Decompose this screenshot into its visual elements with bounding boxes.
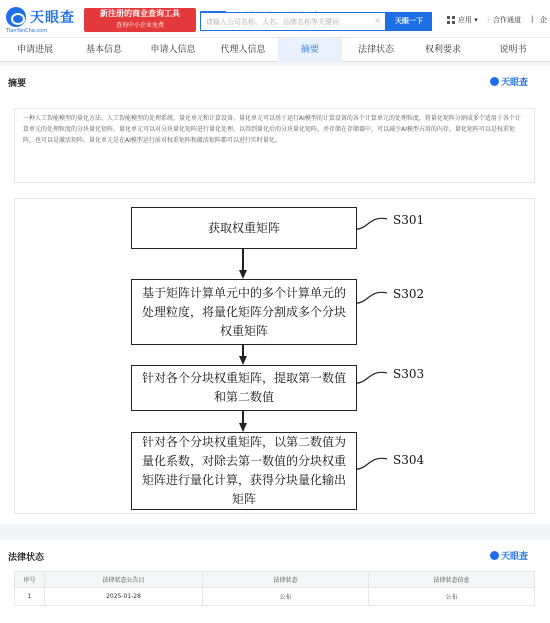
cooperation-link[interactable]: 合作通道: [493, 16, 521, 24]
flow-step-s302: 基于矩阵计算单元中的多个计算单元的处理粒度，将量化矩阵分割成多个分块权重矩阵: [131, 279, 357, 345]
search-placeholder: 请输入公司名称、人名、品牌名称等关键词: [206, 18, 339, 26]
logo-subtitle: TianYanCha.com: [6, 28, 48, 34]
logo-eye-icon: [6, 7, 26, 27]
flow-label-s303: S303: [393, 367, 425, 381]
col-header-info: 法律状态信息: [369, 572, 535, 588]
tab-claims[interactable]: 权利要求: [424, 45, 461, 55]
cell-no: 1: [15, 588, 45, 606]
section-tabs: [0, 38, 550, 62]
top-header: [0, 0, 550, 38]
flow-step-s301: 获取权重矩阵: [131, 207, 357, 249]
flow-label-s304: S304: [393, 453, 425, 467]
promo-line-1: 新注册的商业查询工具: [100, 9, 180, 18]
nav-divider: |: [487, 15, 490, 23]
tab-basic-info[interactable]: 基本信息: [85, 45, 122, 55]
nav-divider-2: |: [531, 15, 534, 23]
apps-grid-icon[interactable]: [447, 16, 455, 24]
col-header-date: 法律状态公告日: [45, 572, 203, 588]
abstract-text: 一种人工智能模型的量化方法、人工智能模型的处理系统、量化单元和计算设备。量化单元可以基于运行AI模型的计算设备的各个计算单元的处理粒度，将量化矩阵分割成多个适用于各个计算单元的处理粒度的分块量化矩阵。量化单元可以对分块量化矩阵进行量化处理，以得到量化后的分块量化矩阵，并存储在存储器中，可以减少AI模型占用的内存。量化矩阵可以是权重矩阵，也可以是激活矩阵。量化单元是在AI模型运行前对权重矩阵和激活矩阵都可以进行实时量化。: [14, 108, 535, 183]
cell-info: 公布: [369, 588, 535, 606]
table-header-row: [15, 572, 535, 588]
abstract-figure: [14, 198, 535, 514]
apps-menu[interactable]: 应用 ▾: [458, 16, 478, 24]
tab-agent[interactable]: 代理人信息: [220, 45, 266, 55]
legal-brand: [490, 549, 528, 562]
tab-description[interactable]: 说明书: [499, 45, 527, 55]
col-header-no: 序号: [15, 572, 45, 588]
brand-logo-icon: [490, 551, 499, 560]
tab-progress[interactable]: 申请进展: [16, 45, 53, 55]
tab-applicant[interactable]: 申请人信息: [150, 45, 196, 55]
cell-date: 2025-01-28: [45, 588, 203, 606]
promo-line-2: 查询中小企业免费: [115, 22, 164, 29]
logo[interactable]: [6, 5, 86, 33]
promo-banner[interactable]: [84, 8, 196, 32]
flow-label-s302: S302: [393, 287, 425, 301]
apps-label: 应用: [458, 16, 472, 24]
enterprise-link[interactable]: 企: [540, 16, 547, 24]
abstract-brand-text: 天眼查: [501, 78, 529, 88]
flow-label-s301: S301: [393, 213, 425, 227]
legal-brand-text: 天眼查: [501, 552, 529, 562]
legal-status-table: [14, 571, 535, 606]
search-input[interactable]: [200, 12, 386, 31]
flow-step-s303: 针对各个分块权重矩阵，提取第一数值和第二数值: [131, 365, 357, 411]
flow-step-s304: 针对各个分块权重矩阵，以第二数值为量化系数，对除去第一数值的分块权重矩阵进行量化计算，获得分块量化输出矩阵: [131, 432, 357, 510]
abstract-brand: [490, 75, 528, 88]
brand-logo-icon: [490, 77, 499, 86]
search-type-tabs: [200, 2, 328, 12]
logo-name: 天眼查: [30, 10, 75, 26]
clear-icon[interactable]: ×: [374, 16, 381, 25]
cell-status: 公布: [203, 588, 369, 606]
abstract-title: 摘要: [8, 79, 27, 89]
tab-abstract[interactable]: 摘要: [278, 38, 342, 62]
col-header-status: 法律状态: [203, 572, 369, 588]
tab-legal-status[interactable]: 法律状态: [357, 45, 394, 55]
legal-status-title: 法律状态: [8, 553, 45, 563]
table-row: [15, 588, 535, 606]
search-button[interactable]: 天眼一下: [386, 12, 432, 31]
label-leader-lines: [15, 199, 536, 515]
